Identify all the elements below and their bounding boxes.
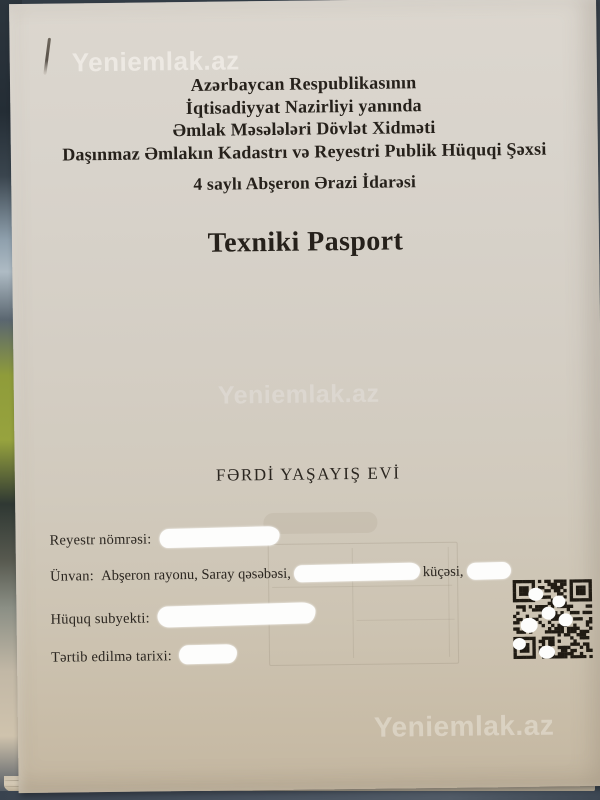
qr-code (508, 579, 597, 659)
redaction-blob (467, 562, 511, 580)
header-line-3: Əmlak Məsələləri Dövlət Xidməti (172, 116, 436, 141)
watermark-middle: Yeniemlak.az (217, 379, 380, 410)
property-type-heading: FƏRDİ YAŞAYIŞ EVİ (215, 463, 401, 485)
redaction-blob (559, 613, 573, 626)
redaction-blob (159, 526, 279, 548)
legal-subject-label: Hüquq subyekti: (50, 610, 150, 628)
redaction-blob (539, 646, 555, 659)
authority-header (10, 69, 598, 166)
redaction-blob (294, 563, 420, 583)
address-value-middle: küçəsi, (422, 563, 464, 581)
territorial-office-line: 4 saylı Abşeron Ərazi İdarəsi (193, 171, 417, 194)
field-registry-number (49, 527, 279, 550)
field-compilation-date (51, 644, 237, 666)
watermark-bottom: Yeniemlak.az (373, 709, 555, 743)
header-line-1: Azərbaycan Respublikasının (190, 72, 417, 95)
redaction-blob (541, 607, 555, 620)
registry-number-label: Reyestr nömrəsi: (49, 531, 152, 549)
compilation-date-label: Tərtib edilmə tarixi: (50, 648, 173, 666)
redaction-blob (179, 644, 237, 664)
header-line-4: Daşınmaz Əmlakın Kadastrı və Reyestri Publik Hüquqi Şəxsi (62, 138, 547, 165)
showthrough-line (357, 619, 455, 621)
field-legal-subject (50, 603, 316, 628)
document-title: Texniki Pasport (207, 225, 404, 259)
showthrough-line (272, 585, 452, 588)
field-address (50, 562, 512, 586)
staple-mark (43, 38, 50, 75)
watermark-top: Yeniemlak.az (71, 45, 240, 78)
redaction-blob (158, 602, 317, 628)
background-bottom-surface (0, 791, 600, 800)
document-page (9, 0, 600, 793)
redaction-blob (513, 638, 526, 650)
showthrough-stamp (263, 512, 377, 534)
redaction-blob (521, 618, 538, 633)
redaction-blob (552, 595, 565, 607)
header-line-2: İqtisadiyyat Nazirliyi yanında (185, 94, 422, 118)
address-label: Ünvan: (49, 568, 95, 585)
address-value-start: Abşeron rayonu, Saray qəsəbəsi, (101, 565, 291, 585)
